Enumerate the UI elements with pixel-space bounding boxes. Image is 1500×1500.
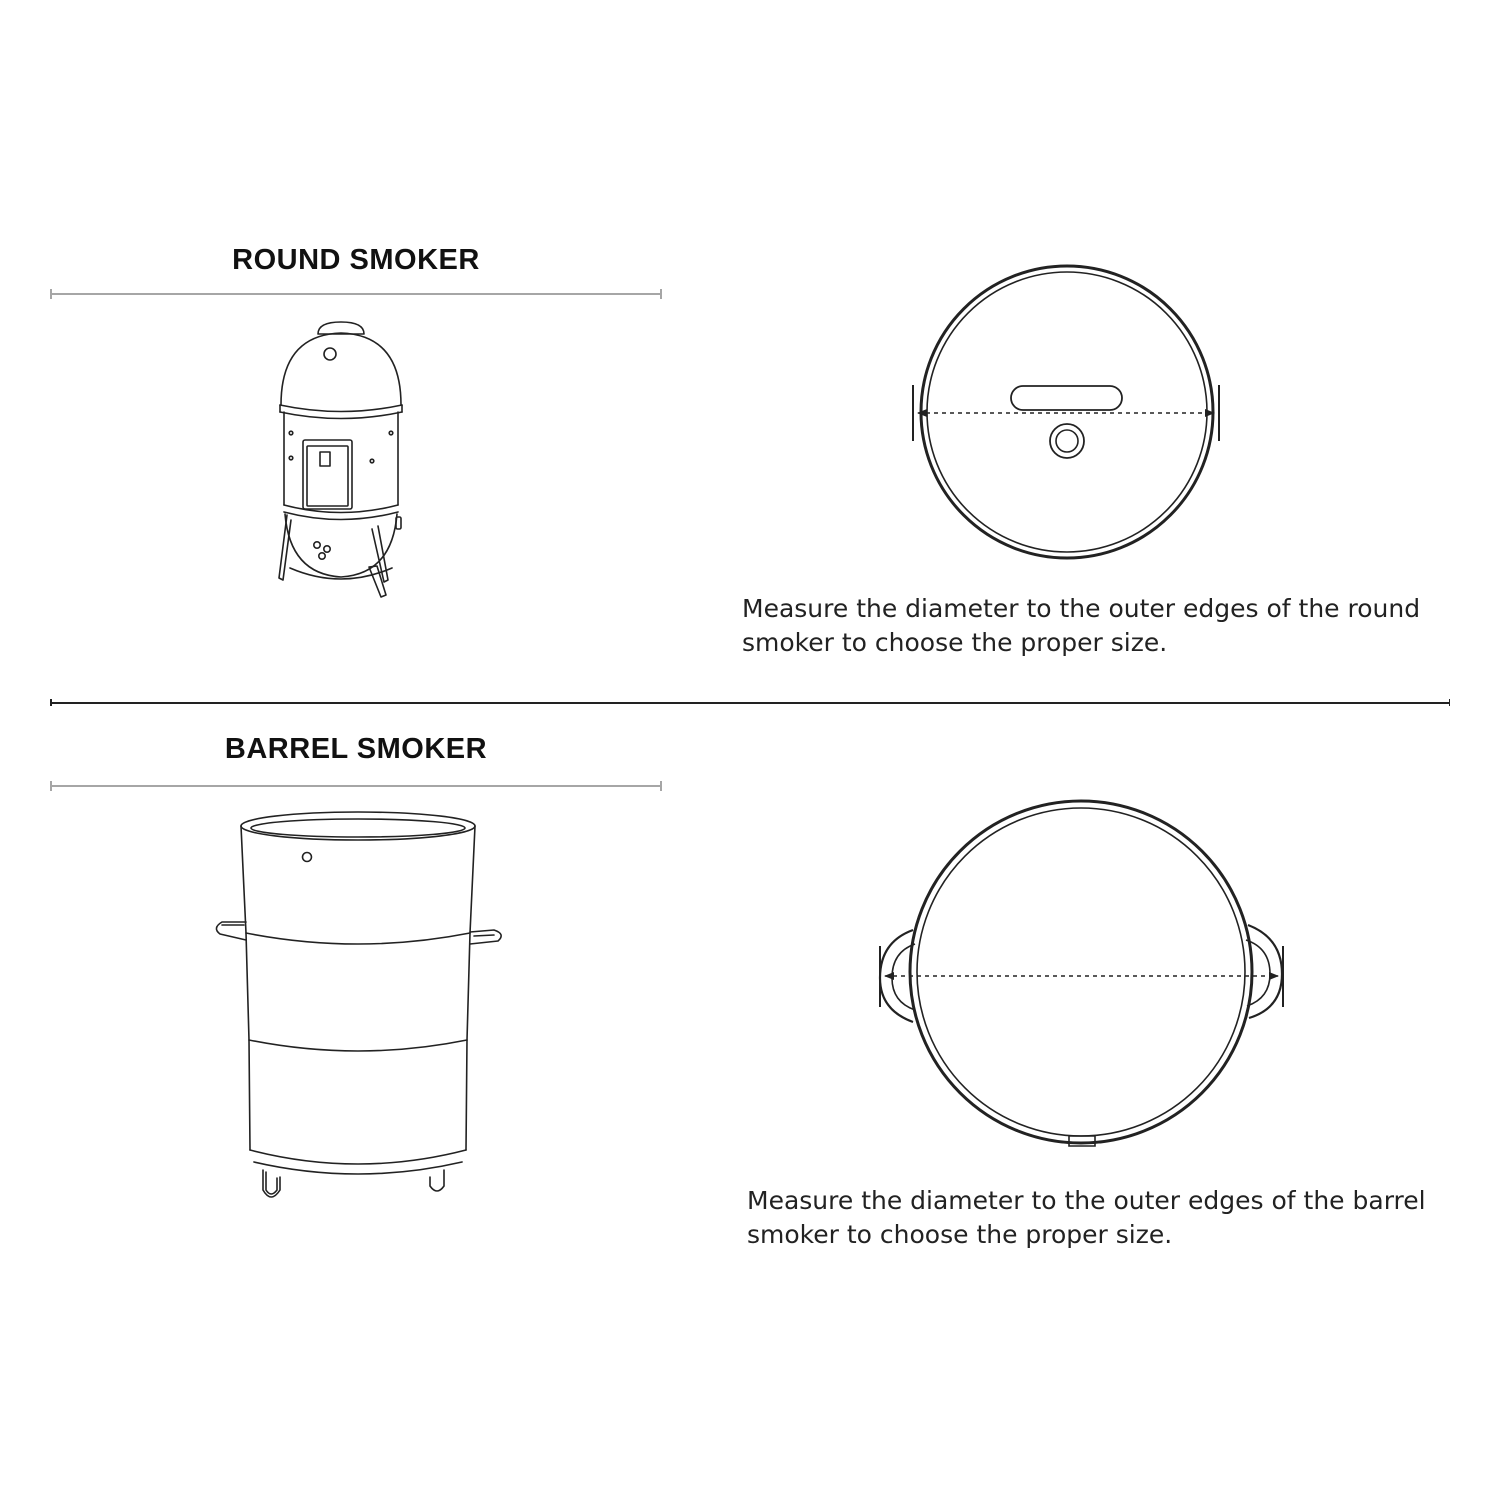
round-smoker-heading: ROUND SMOKER: [232, 244, 480, 276]
barrel-smoker-illustration: [210, 808, 510, 1203]
section-divider: [50, 697, 1450, 707]
barrel-smoker-top-view: [870, 795, 1295, 1155]
round-smoker-caption: [742, 592, 1442, 660]
barrel-smoker-caption: [747, 1184, 1447, 1252]
round-smoker-top-view: [905, 262, 1225, 562]
barrel-smoker-rule: [50, 781, 662, 791]
round-caption-line-1: Measure the diameter to the outer edges of the round: [742, 594, 1421, 623]
round-caption-line-2: smoker to choose the proper size.: [742, 628, 1168, 657]
round-smoker-rule: [50, 289, 662, 299]
barrel-caption-line-1: Measure the diameter to the outer edges of the barrel: [747, 1186, 1426, 1215]
barrel-caption-line-2: smoker to choose the proper size.: [747, 1220, 1173, 1249]
barrel-smoker-heading: BARREL SMOKER: [224, 733, 488, 765]
round-smoker-illustration: [270, 318, 410, 603]
